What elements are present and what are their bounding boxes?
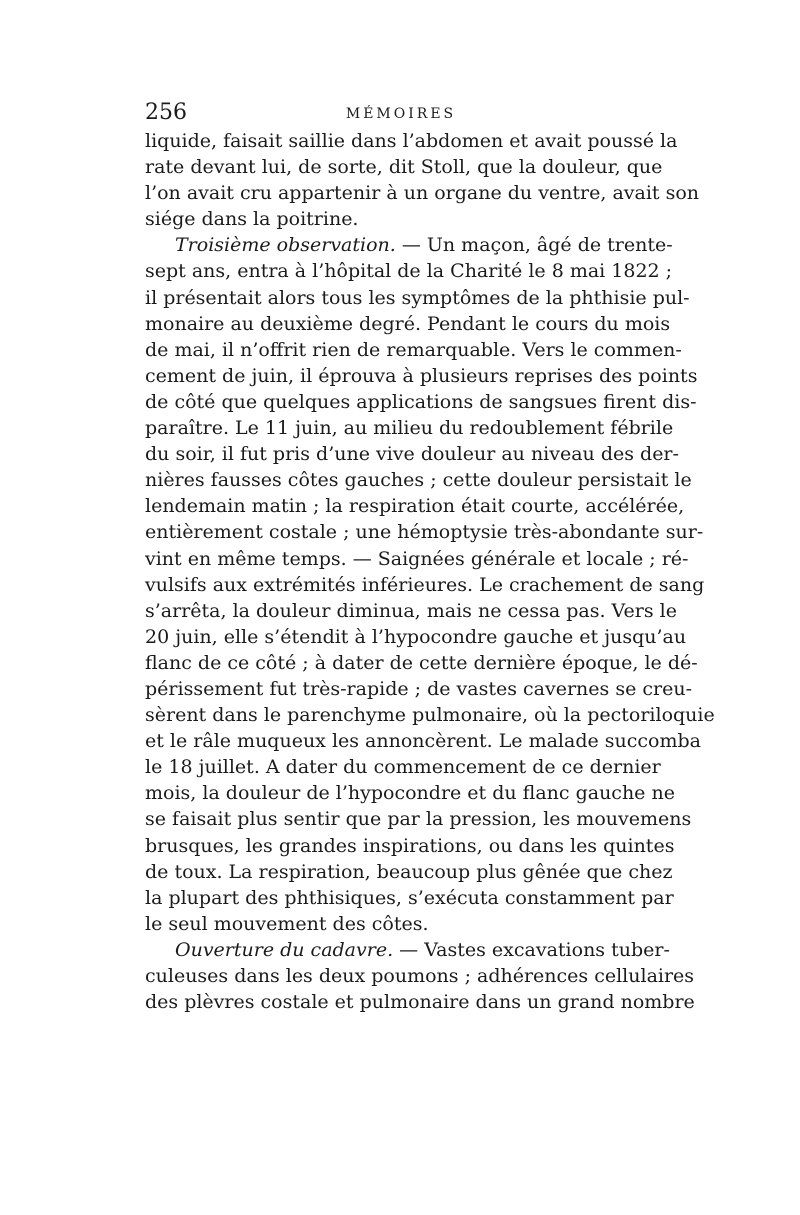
running-head: MÉMOIRES: [345, 106, 457, 122]
text-line: de mai, il n’offrit rien de remarquable. Vers le commen-: [145, 338, 682, 361]
text-line: se faisait plus sentir que par la pression, les mouvemens: [145, 808, 692, 831]
page-number: 256: [145, 100, 187, 125]
section-heading: Troisième observation.: [175, 234, 396, 257]
text-line: liquide, faisait saillie dans l’abdomen et avait poussé la: [145, 130, 678, 152]
text-line: sèrent dans le parenchyme pulmonaire, où la pectoriloquie: [145, 704, 715, 727]
line-text: — Vastes excavations tuber-: [393, 938, 670, 961]
text-line: mois, la douleur de l’hypocondre et du flanc gauche ne: [145, 782, 675, 805]
text-line: lendemain matin ; la respiration était courte, accélérée,: [145, 495, 685, 518]
section-heading: Ouverture du cadavre.: [175, 938, 394, 961]
text-line: [145, 232, 673, 258]
text-line: paraître. Le 11 juin, au milieu du redoublement fébrile: [145, 417, 674, 440]
text-line: [145, 937, 670, 963]
text-line: monaire au deuxième degré. Pendant le cours du mois: [145, 312, 671, 335]
text-line: de côté que quelques applications de sangsues firent dis-: [145, 390, 697, 413]
text-line: de toux. La respiration, beaucoup plus gênée que chez: [145, 860, 673, 883]
text-line: périssement fut très-rapide ; de vastes cavernes se creu-: [145, 677, 692, 700]
text-line: des plèvres costale et pulmonaire dans un grand nombre: [145, 991, 695, 1014]
text-line: la plupart des phthisiques, s’exécuta constamment par: [145, 886, 674, 909]
text-line: rate devant lui, de sorte, dit Stoll, que la douleur, que: [145, 156, 663, 179]
text-line: culeuses dans les deux poumons ; adhérences cellulaires: [145, 965, 695, 987]
text-line: du soir, il fut pris d’une vive douleur au niveau des der-: [145, 443, 679, 466]
text-line: siége dans la poitrine.: [145, 208, 359, 231]
text-line: flanc de ce côté ; à dater de cette dernière époque, le dé-: [145, 651, 698, 674]
text-line: vint en même temps. — Saignées générale et locale ; ré-: [145, 547, 689, 570]
text-line: 20 juin, elle s’étendit à l’hypocondre gauche et jusqu’au: [145, 625, 687, 648]
text-line: vulsifs aux extrémités inférieures. Le crachement de sang: [145, 573, 705, 596]
text-line: cement de juin, il éprouva à plusieurs reprises des points: [145, 364, 698, 387]
text-line: il présentait alors tous les symptômes de la phthisie pul-: [145, 286, 690, 309]
text-line: l’on avait cru appartenir à un organe du ventre, avait son: [145, 182, 700, 205]
body-text: [145, 128, 715, 1015]
text-line: le 18 juillet. A dater du commencement de ce dernier: [145, 756, 661, 779]
text-line: nières fausses côtes gauches ; cette douleur persistait le: [145, 469, 692, 492]
text-line: sept ans, entra à l’hôpital de la Charité le 8 mai 1822 ;: [145, 260, 673, 283]
text-line: entièrement costale ; une hémoptysie très-abondante sur-: [145, 521, 704, 544]
line-text: — Un maçon, âgé de trente-: [395, 234, 673, 257]
text-line: s’arrêta, la douleur diminua, mais ne cessa pas. Vers le: [145, 599, 677, 622]
text-line: brusques, les grandes inspirations, ou dans les quintes: [145, 834, 675, 857]
page-header: [145, 98, 657, 128]
text-line: le seul mouvement des côtes.: [145, 912, 429, 935]
text-line: et le râle muqueux les annoncèrent. Le malade succomba: [145, 730, 702, 753]
